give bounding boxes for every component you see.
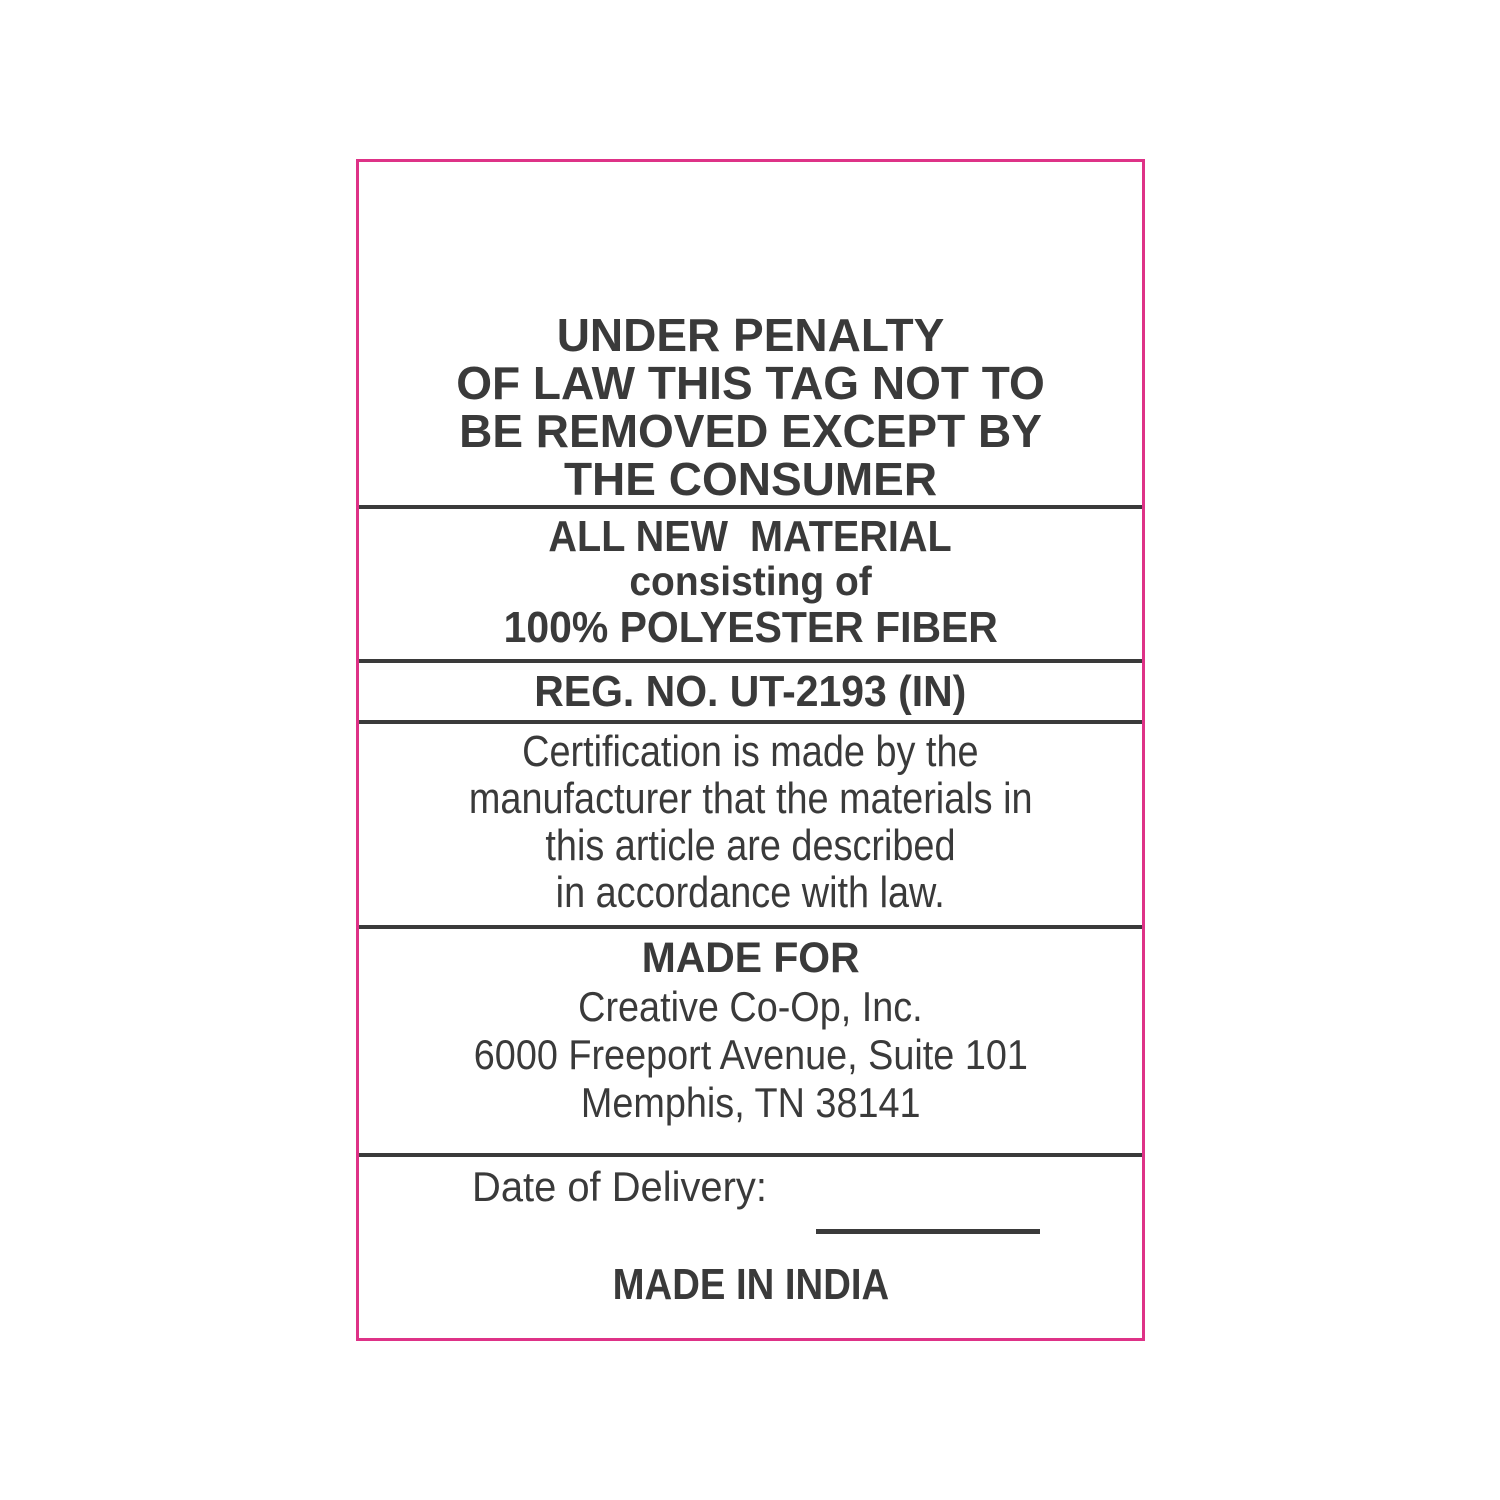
company-street-text: 6000 Freeport Avenue, Suite 101 bbox=[473, 1031, 1028, 1078]
made-for-heading-text: MADE FOR bbox=[641, 934, 860, 982]
penalty-section bbox=[359, 162, 1142, 505]
certification-section bbox=[359, 720, 1142, 925]
penalty-line bbox=[359, 455, 1142, 503]
certification-line bbox=[359, 728, 1142, 775]
material-subheading-text: consisting of bbox=[629, 558, 872, 604]
made-in-origin bbox=[359, 1261, 1142, 1309]
certification-line bbox=[359, 869, 1142, 916]
company-street bbox=[359, 1031, 1142, 1079]
company-name-text: Creative Co-Op, Inc. bbox=[578, 983, 923, 1030]
certification-line-text: in accordance with law. bbox=[555, 868, 946, 917]
company-city bbox=[359, 1079, 1142, 1127]
material-subheading bbox=[359, 560, 1142, 603]
date-fill-in-line bbox=[816, 1229, 1040, 1234]
registration-number bbox=[518, 668, 983, 715]
footer-section bbox=[359, 1153, 1142, 1338]
penalty-line bbox=[359, 311, 1142, 359]
registration-number-text: REG. NO. UT-2193 (IN) bbox=[534, 667, 967, 716]
penalty-line bbox=[359, 407, 1142, 455]
certification-line bbox=[359, 822, 1142, 869]
made-for-heading bbox=[359, 933, 1142, 983]
material-content bbox=[359, 603, 1142, 652]
material-heading bbox=[359, 513, 1142, 560]
penalty-line bbox=[359, 359, 1142, 407]
date-of-delivery-row bbox=[472, 1163, 782, 1211]
penalty-line-text: UNDER PENALTY bbox=[556, 309, 945, 361]
certification-line-text: this article are described bbox=[545, 821, 956, 870]
certification-line-text: Certification is made by the bbox=[522, 727, 979, 776]
material-heading-text: ALL NEW MATERIAL bbox=[548, 512, 953, 561]
material-content-text: 100% POLYESTER FIBER bbox=[503, 603, 998, 652]
company-city-text: Memphis, TN 38141 bbox=[580, 1079, 921, 1126]
registration-section bbox=[359, 659, 1142, 720]
law-label-tag bbox=[356, 159, 1145, 1341]
penalty-line-text: THE CONSUMER bbox=[563, 453, 938, 505]
made-for-section bbox=[359, 925, 1142, 1153]
made-in-origin-text: MADE IN INDIA bbox=[612, 1260, 889, 1309]
penalty-line-text: OF LAW THIS TAG NOT TO bbox=[456, 357, 1045, 409]
penalty-line-text: BE REMOVED EXCEPT BY bbox=[459, 405, 1042, 457]
company-name bbox=[359, 983, 1142, 1031]
date-of-delivery-label: Date of Delivery: bbox=[472, 1163, 767, 1210]
material-section bbox=[359, 505, 1142, 659]
certification-line bbox=[359, 775, 1142, 822]
certification-line-text: manufacturer that the materials in bbox=[468, 774, 1033, 823]
